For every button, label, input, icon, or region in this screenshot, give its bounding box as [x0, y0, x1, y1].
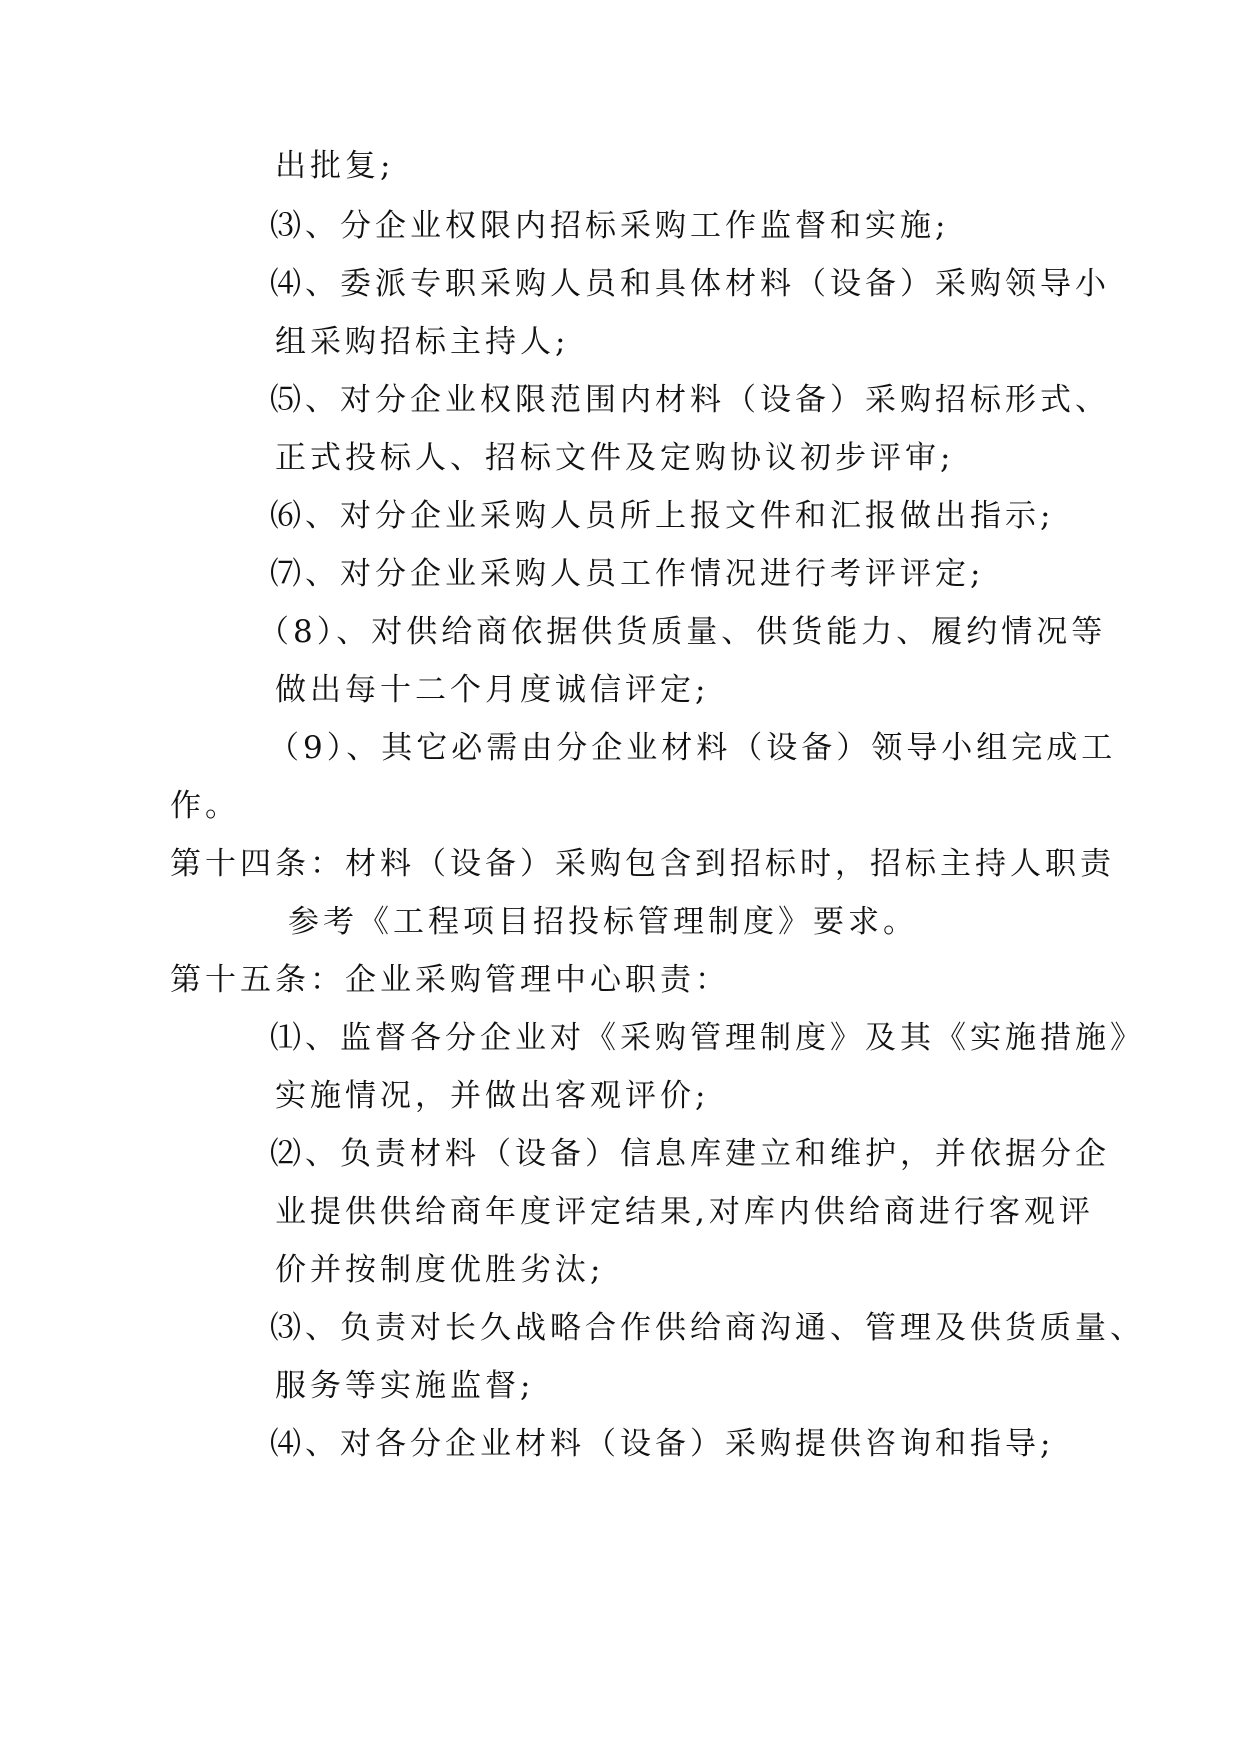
text-line: 作。	[170, 788, 240, 824]
text-line: ⑴、监督各分企业对《采购管理制度》及其《实施措施》	[270, 1020, 1145, 1056]
text-line: 出批复;	[275, 148, 395, 184]
text-line: 做出每十二个月度诚信评定;	[275, 672, 710, 708]
text-line: 组采购招标主持人;	[275, 324, 570, 360]
text-line: ⑷、委派专职采购人员和具体材料（设备）采购领导小	[270, 266, 1110, 302]
text-line: ⑺、对分企业采购人员工作情况进行考评评定;	[270, 556, 985, 592]
text-line: 服务等实施监督;	[275, 1368, 535, 1404]
text-line: ⑶、负责对长久战略合作供给商沟通、管理及供货质量、	[270, 1310, 1145, 1346]
text-line: 实施情况，并做出客观评价;	[275, 1078, 710, 1114]
text-line: 第十五条：企业采购管理中心职责：	[170, 962, 730, 998]
text-line: 第十四条：材料（设备）采购包含到招标时，招标主持人职责	[170, 846, 1115, 882]
text-line: （8）、对供给商依据供货质量、供货能力、履约情况等	[258, 614, 1107, 650]
text-line: ⑶、分企业权限内招标采购工作监督和实施;	[270, 208, 950, 244]
text-line: ⑸、对分企业权限范围内材料（设备）采购招标形式、	[270, 382, 1110, 418]
text-line: 价并按制度优胜劣汰;	[275, 1252, 605, 1288]
text-line: 正式投标人、招标文件及定购协议初步评审;	[275, 440, 955, 476]
text-line: ⑹、对分企业采购人员所上报文件和汇报做出指示;	[270, 498, 1055, 534]
text-line: 业提供供给商年度评定结果,对库内供给商进行客观评	[275, 1194, 1094, 1230]
text-line: ⑷、对各分企业材料（设备）采购提供咨询和指导;	[270, 1426, 1055, 1462]
text-line: ⑵、负责材料（设备）信息库建立和维护，并依据分企	[270, 1136, 1110, 1172]
text-line: 参考《工程项目招投标管理制度》要求。	[288, 904, 918, 940]
text-line: （9）、其它必需由分企业材料（设备）领导小组完成工	[268, 730, 1117, 766]
